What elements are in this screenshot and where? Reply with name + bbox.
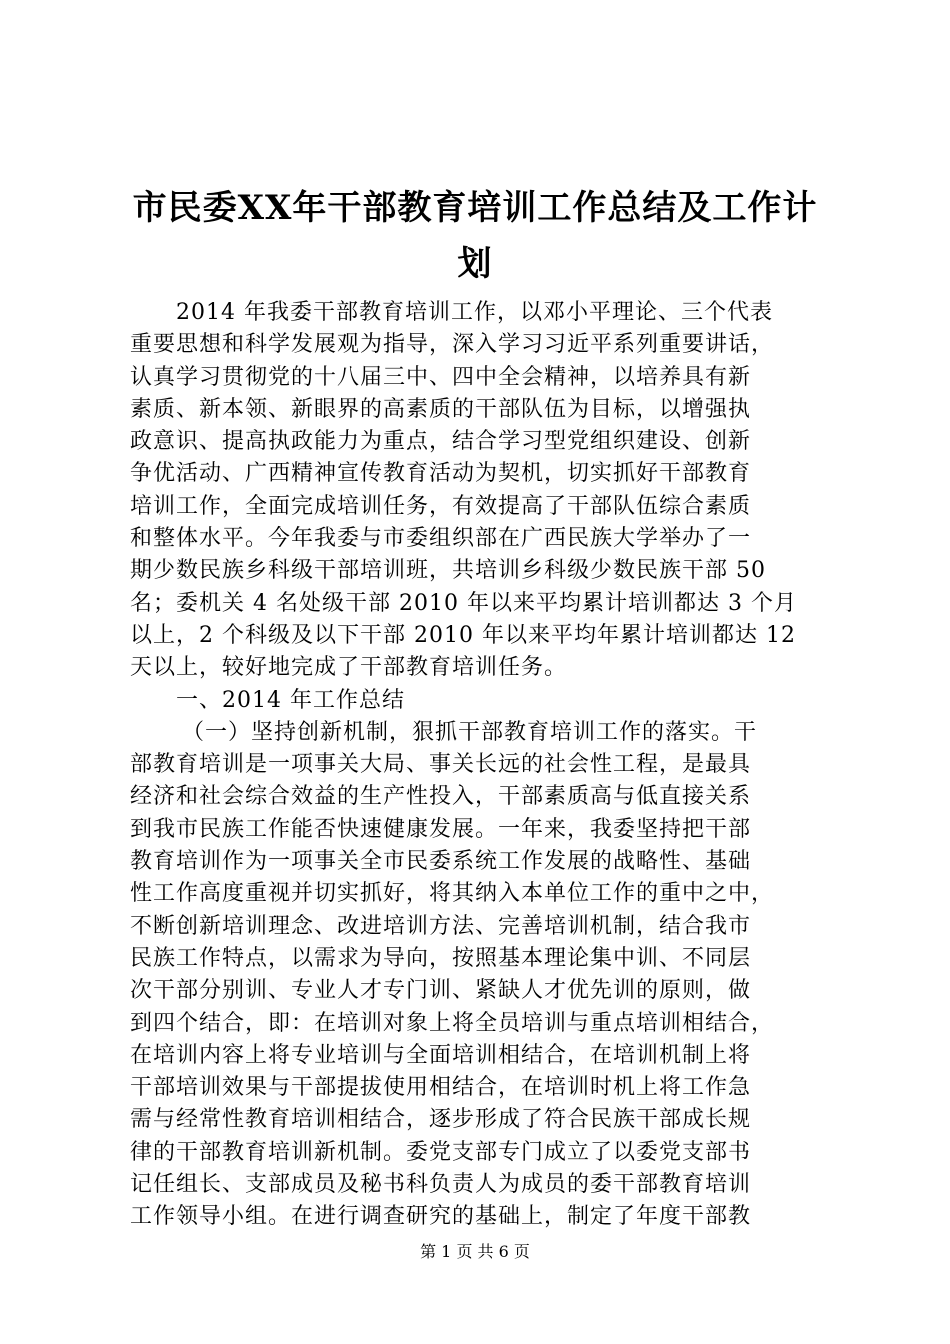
body-line: 到四个结合，即：在培训对象上将全员培训与重点培训相结合，	[130, 1010, 775, 1036]
subsection-heading-line: （一）坚持创新机制，狠抓干部教育培训工作的落实。干	[182, 719, 758, 745]
body-line: 记任组长、支部成员及秘书科负责人为成员的委干部教育培训	[130, 1172, 752, 1198]
body-line: 不断创新培训理念、改进培训方法、完善培训机制，结合我市	[130, 913, 752, 939]
body-line: 在培训内容上将专业培训与全面培训相结合，在培训机制上将	[130, 1042, 752, 1068]
document-body	[130, 297, 830, 1234]
body-line: 和整体水平。今年我委与市委组织部在广西民族大学举办了一	[130, 526, 752, 552]
body-line: 争优活动、广西精神宣传教育活动为契机，切实抓好干部教育	[130, 461, 752, 487]
body-line: 政意识、提高执政能力为重点，结合学习型党组织建设、创新	[130, 429, 752, 455]
body-line: 天以上，较好地完成了干部教育培训任务。	[130, 655, 568, 681]
section-heading: 一、2014 年工作总结	[176, 687, 405, 713]
body-line: 教育培训作为一项事关全市民委系统工作发展的战略性、基础	[130, 849, 752, 875]
body-line: 素质、新本领、新眼界的高素质的干部队伍为目标，以增强执	[130, 396, 752, 422]
body-line: 名；委机关 4 名处级干部 2010 年以来平均累计培训都达 3 个月	[130, 590, 797, 616]
body-line: 到我市民族工作能否快速健康发展。一年来，我委坚持把干部	[130, 816, 752, 842]
body-line: 需与经常性教育培训相结合，逐步形成了符合民族干部成长规	[130, 1107, 752, 1133]
title-line-1: 市民委XX年干部教育培训工作总结及工作计	[132, 188, 818, 228]
body-line: 民族工作特点，以需求为导向，按照基本理论集中训、不同层	[130, 945, 752, 971]
body-line: 培训工作，全面完成培训任务，有效提高了干部队伍综合素质	[130, 493, 752, 519]
body-line: 次干部分别训、专业人才专门训、紧缺人才优先训的原则，做	[130, 978, 752, 1004]
body-line: 干部培训效果与干部提拔使用相结合，在培训时机上将工作急	[130, 1075, 752, 1101]
body-line: 期少数民族乡科级干部培训班，共培训乡科级少数民族干部 50	[130, 558, 766, 584]
body-line: 以上，2 个科级及以下干部 2010 年以来平均年累计培训都达 12	[130, 622, 796, 648]
document-title	[130, 180, 820, 292]
body-line: 重要思想和科学发展观为指导，深入学习习近平系列重要讲话，	[130, 332, 775, 358]
body-line: 部教育培训是一项事关大局、事关长远的社会性工程，是最具	[130, 752, 752, 778]
body-line: 认真学习贯彻党的十八届三中、四中全会精神，以培养具有新	[130, 364, 752, 390]
body-line: 律的干部教育培训新机制。委党支部专门成立了以委党支部书	[130, 1139, 752, 1165]
body-line: 2014 年我委干部教育培训工作，以邓小平理论、三个代表	[176, 300, 773, 325]
page-footer: 第 1 页 共 6 页	[420, 1242, 530, 1261]
title-line-2: 划	[457, 244, 493, 284]
body-line: 经济和社会综合效益的生产性投入，干部素质高与低直接关系	[130, 784, 752, 810]
body-line: 性工作高度重视并切实抓好，将其纳入本单位工作的重中之中，	[130, 881, 775, 907]
body-line: 工作领导小组。在进行调查研究的基础上，制定了年度干部教	[130, 1204, 752, 1230]
